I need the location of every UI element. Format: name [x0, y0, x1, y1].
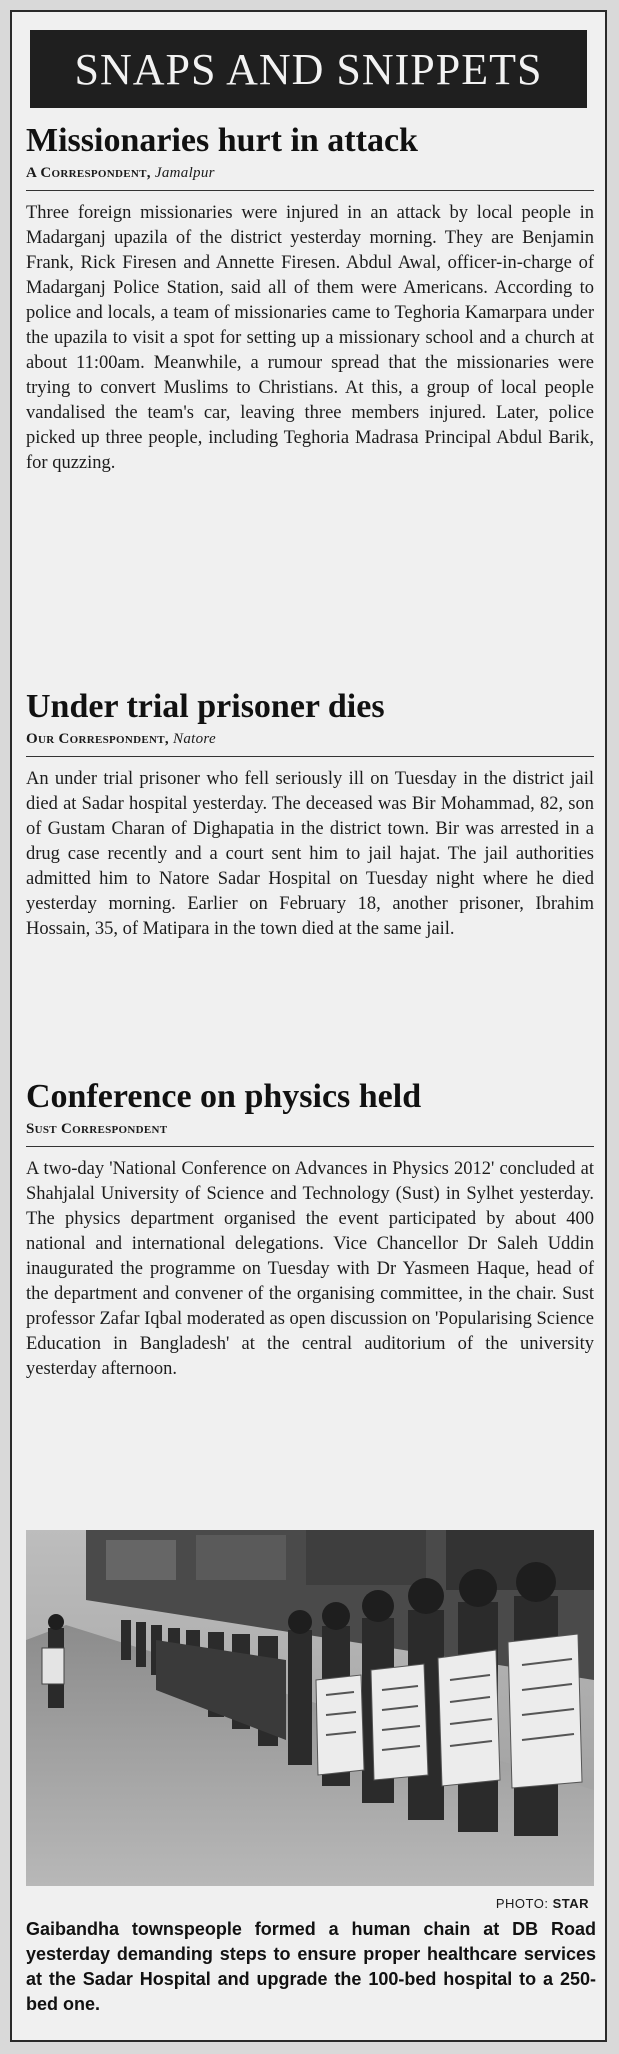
story-missionaries	[26, 122, 594, 476]
headline: Conference on physics held	[26, 1078, 422, 1115]
byline-location: Natore	[173, 731, 216, 747]
byline-author: Sust Correspondent	[26, 1121, 168, 1137]
photo-credit	[496, 1896, 589, 1911]
photo-caption: Gaibandha townspeople formed a human chain at DB Road yesterday demanding steps to ensure proper healthcare services at the Sadar Hospital and upgrade the 100-bed hospital to a 250-bed one.	[26, 1919, 596, 2014]
newspaper-column	[10, 10, 607, 2042]
byline	[26, 1120, 594, 1138]
human-chain-photo	[26, 1530, 594, 1886]
section-banner	[30, 30, 587, 108]
story-prisoner	[26, 688, 594, 942]
divider	[26, 756, 594, 757]
section-title: SNAPS AND SNIPPETS	[74, 44, 543, 94]
article-body: Three foreign missionaries were injured in an attack by local people in Madarganj upazila of the district yesterday morning. They are Benjamin Frank, Rick Firesen and Annette Firesen. Abdul Awal, officer-in-charge of Madarganj Police Station, said all of them were Americans. According to police and locals, a team of missionaries came to Teghoria Kamarpara under the upazila to visit a spot for setting up a missionary school and a church at about 11:00am. Meanwhile, a rumour spread that the missionaries were trying to convert Muslims to Christians. At this, a group of local people vandalised the team's car, leaving three members injured. Later, police picked up three people, including Teghoria Madrasa Principal Abdul Barik, for quzzing.	[26, 203, 594, 473]
byline-location: Jamalpur	[154, 165, 215, 181]
byline	[26, 730, 594, 748]
headline: Missionaries hurt in attack	[26, 122, 418, 159]
story-physics-conference	[26, 1078, 594, 1382]
headline: Under trial prisoner dies	[26, 688, 385, 725]
byline-author: Our Correspondent,	[26, 731, 169, 747]
article-body: A two-day 'National Conference on Advances in Physics 2012' concluded at Shahjalal University of Science and Technology (Sust) in Sylhet yesterday. The physics department organised the event participated by about 400 national and international delegations. Vice Chancellor Dr Saleh Uddin inaugurated the programme on Tuesday with Dr Yasmeen Haque, head of the department and convener of the organising committee, in the chair. Sust professor Zafar Iqbal moderated as open discussion on 'Popularising Science Education in Bangladesh' at the central auditorium of the university yesterday afternoon.	[26, 1159, 594, 1379]
divider	[26, 190, 594, 191]
article-body: An under trial prisoner who fell seriously ill on Tuesday in the district jail died at Sadar hospital yesterday. The deceased was Bir Mohammad, 82, son of Gustam Charan of Dighapatia in the district town. Bir was arrested in a drug case recently and a court sent him to jail hajat. The jail authorities admitted him to Natore Sadar Hospital on Tuesday night where he died yesterday morning. Earlier on February 18, another prisoner, Ibrahim Hossain, 35, of Matipara in the town died at the same jail.	[26, 769, 594, 939]
divider	[26, 1146, 594, 1147]
photo-credit-source: STAR	[552, 1896, 589, 1911]
byline-author: A Correspondent,	[26, 165, 151, 181]
byline	[26, 164, 594, 182]
news-photo	[26, 1530, 594, 1886]
photo-credit-prefix: PHOTO:	[495, 1896, 549, 1911]
